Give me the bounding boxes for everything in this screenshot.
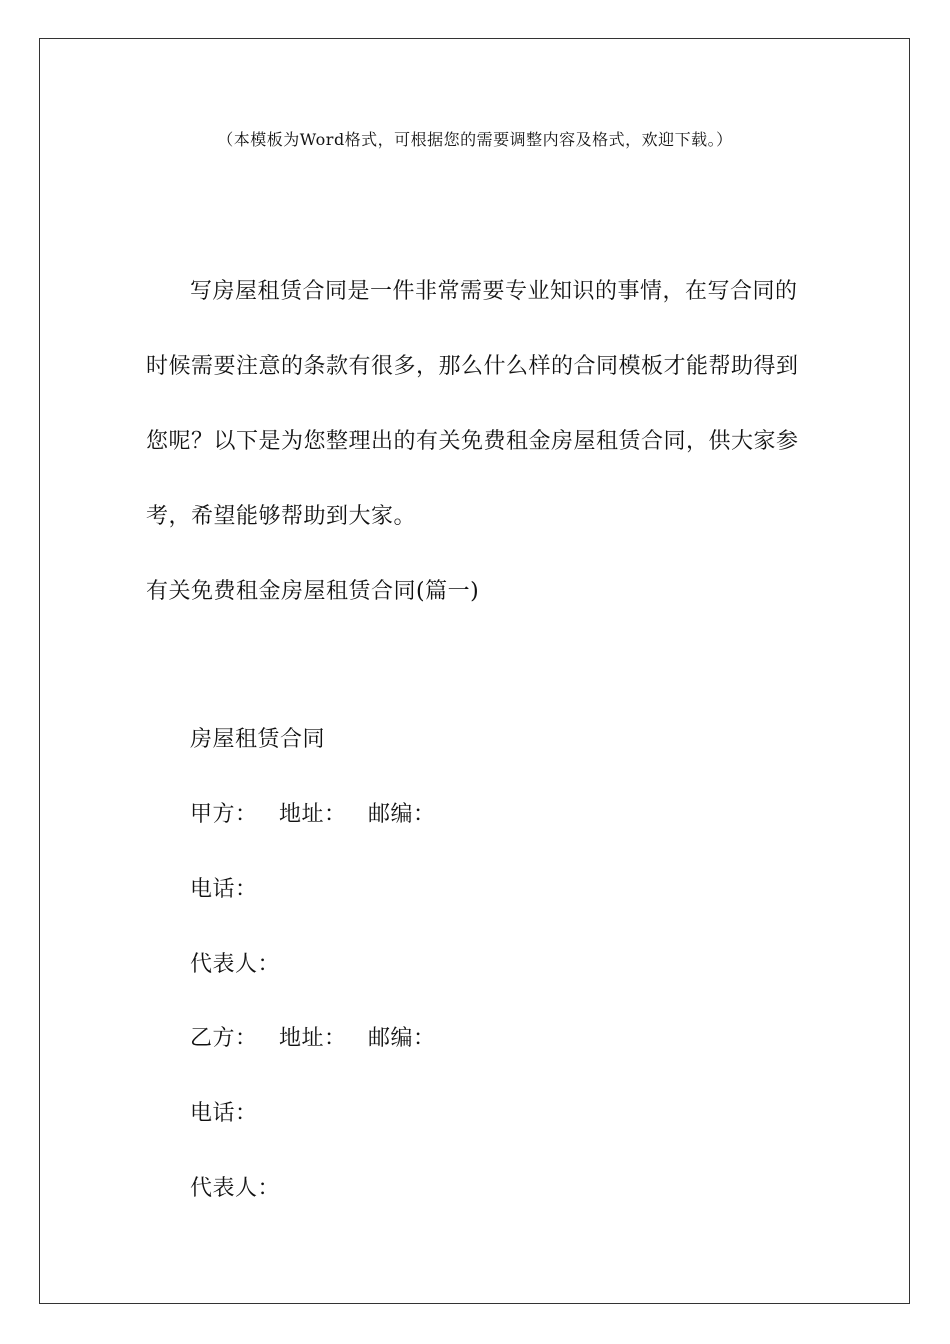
party-b-label: 乙方： [190, 1026, 258, 1051]
party-b-row [190, 1021, 436, 1052]
party-a-address-label: 地址： [279, 802, 347, 827]
party-a-row [190, 797, 436, 828]
intro-line-3: 您呢？以下是为您整理出的有关免费租金房屋租赁合同，供大家参 [146, 429, 799, 454]
party-b-address-label: 地址： [279, 1026, 347, 1051]
contract-title: 房屋租赁合同 [190, 727, 326, 752]
party-a-label: 甲方： [190, 802, 258, 827]
intro-line-2: 时候需要注意的条款有很多，那么什么样的合同模板才能帮助得到 [146, 354, 799, 379]
party-b-phone-label: 电话： [190, 1101, 258, 1126]
section-heading: 有关免费租金房屋租赁合同(篇一) [146, 579, 480, 604]
intro-line-4: 考，希望能够帮助到大家。 [146, 504, 417, 529]
intro-line-1: 写房屋租赁合同是一件非常需要专业知识的事情，在写合同的 [190, 279, 798, 304]
party-b-representative-label: 代表人： [190, 1176, 281, 1201]
party-a-postcode-label: 邮编： [368, 802, 436, 827]
page-border [39, 38, 910, 1304]
party-a-representative-label: 代表人： [190, 952, 281, 977]
template-note: （本模板为Word格式，可根据您的需要调整内容及格式，欢迎下载。） [217, 130, 733, 149]
party-a-phone-label: 电话： [190, 877, 258, 902]
party-b-postcode-label: 邮编： [368, 1026, 436, 1051]
